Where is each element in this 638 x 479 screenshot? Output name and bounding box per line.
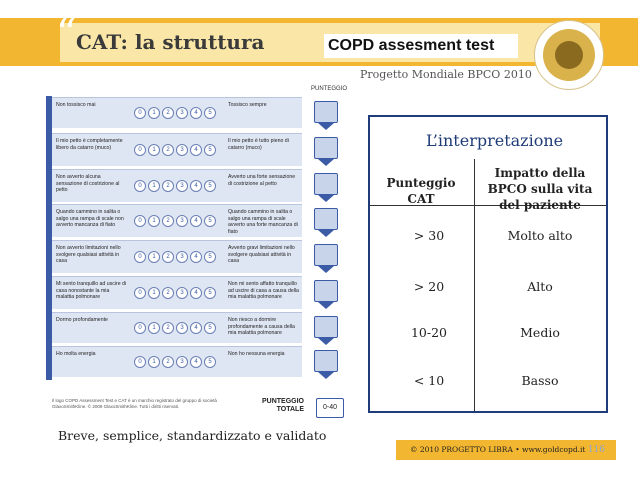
footer-text: © 2010 PROGETTO LIBRA • www.goldcopd.it bbox=[410, 445, 586, 454]
down-arrow-icon bbox=[318, 302, 334, 309]
score-option[interactable]: 4 bbox=[190, 180, 202, 192]
down-arrow-icon bbox=[318, 123, 334, 130]
total-score-box: 0-40 bbox=[316, 398, 344, 418]
question-right-text: Non mi sento affatto tranquillo ad uscire di casa a causa della mia malattia polmonare bbox=[228, 281, 299, 300]
question-right-text: Quando cammino in salita o salgo una rampa di scale avverto una forte mancanza di fiato bbox=[228, 209, 298, 235]
impact-cell: Medio bbox=[520, 325, 560, 340]
score-scale bbox=[134, 180, 216, 192]
score-option[interactable]: 2 bbox=[162, 180, 174, 192]
score-option[interactable]: 2 bbox=[162, 144, 174, 156]
score-option[interactable]: 5 bbox=[204, 215, 216, 227]
question-row bbox=[52, 97, 302, 128]
slide-subtitle: COPD assesment test bbox=[324, 34, 518, 58]
score-option[interactable]: 1 bbox=[148, 215, 160, 227]
question-left-text: Dormo profondamente bbox=[56, 317, 108, 323]
score-option[interactable]: 0 bbox=[134, 322, 146, 334]
score-scale bbox=[134, 144, 216, 156]
score-option[interactable]: 3 bbox=[176, 287, 188, 299]
score-option[interactable]: 5 bbox=[204, 322, 216, 334]
question-left-text: Ho molta energia bbox=[56, 351, 96, 357]
score-input-box[interactable] bbox=[314, 208, 338, 230]
slide-title: CAT: la struttura bbox=[76, 30, 265, 54]
question-row bbox=[52, 204, 302, 237]
quote-mark-icon: “ bbox=[56, 11, 77, 57]
page-number: 116 bbox=[587, 445, 606, 455]
impact-cell: Molto alto bbox=[507, 228, 573, 243]
down-arrow-icon bbox=[318, 230, 334, 237]
score-option[interactable]: 0 bbox=[134, 287, 146, 299]
question-left-text: Quando cammino in salita o salgo una rampa di scale non avverto mancanza di fiato bbox=[56, 209, 124, 228]
score-option[interactable]: 4 bbox=[190, 107, 202, 119]
score-option[interactable]: 2 bbox=[162, 215, 174, 227]
score-input-box[interactable] bbox=[314, 350, 338, 372]
down-arrow-icon bbox=[318, 338, 334, 345]
score-cell: > 20 bbox=[413, 279, 445, 294]
question-right-text: Non riesco a dormire profondamente a causa della mia malattia polmonare bbox=[228, 317, 295, 336]
score-option[interactable]: 4 bbox=[190, 144, 202, 156]
total-label-line2: TOTALE bbox=[276, 405, 305, 413]
question-row bbox=[52, 133, 302, 166]
interpretation-panel bbox=[368, 115, 608, 413]
question-right-text: Avverto una forte sensazione di costrizione al petto bbox=[228, 174, 296, 187]
score-input-box[interactable] bbox=[314, 137, 338, 159]
total-score-label bbox=[262, 398, 304, 413]
question-left-text: Il mio petto è completamente libero da catarro (muco) bbox=[56, 138, 123, 151]
score-option[interactable]: 1 bbox=[148, 144, 160, 156]
score-option[interactable]: 2 bbox=[162, 322, 174, 334]
score-option[interactable]: 1 bbox=[148, 322, 160, 334]
score-scale bbox=[134, 356, 216, 368]
score-option[interactable]: 3 bbox=[176, 215, 188, 227]
footer-bar bbox=[396, 440, 616, 460]
score-input-box[interactable] bbox=[314, 316, 338, 338]
score-option[interactable]: 2 bbox=[162, 251, 174, 263]
score-option[interactable]: 1 bbox=[148, 356, 160, 368]
question-left-text: Non tossisco mai bbox=[56, 102, 96, 108]
score-option[interactable]: 5 bbox=[204, 180, 216, 192]
question-right-text: Tossisco sempre bbox=[228, 102, 267, 108]
score-option[interactable]: 5 bbox=[204, 107, 216, 119]
score-scale bbox=[134, 215, 216, 227]
gold-logo-icon bbox=[534, 20, 604, 90]
question-row bbox=[52, 276, 302, 309]
score-option[interactable]: 0 bbox=[134, 215, 146, 227]
score-option[interactable]: 3 bbox=[176, 144, 188, 156]
score-scale bbox=[134, 107, 216, 119]
score-option[interactable]: 2 bbox=[162, 356, 174, 368]
score-option[interactable]: 4 bbox=[190, 287, 202, 299]
impact-cell: Alto bbox=[527, 279, 553, 294]
score-option[interactable]: 0 bbox=[134, 356, 146, 368]
down-arrow-icon bbox=[318, 266, 334, 273]
down-arrow-icon bbox=[318, 372, 334, 379]
score-option[interactable]: 4 bbox=[190, 322, 202, 334]
score-header: Punteggio CAT bbox=[386, 176, 456, 207]
score-scale bbox=[134, 251, 216, 263]
score-option[interactable]: 1 bbox=[148, 251, 160, 263]
question-row bbox=[52, 346, 302, 377]
score-option[interactable]: 1 bbox=[148, 180, 160, 192]
table-column-divider bbox=[474, 159, 475, 411]
impact-header: Impatto della BPCO sulla vita del paziente bbox=[487, 166, 593, 213]
score-option[interactable]: 3 bbox=[176, 251, 188, 263]
score-option[interactable]: 0 bbox=[134, 251, 146, 263]
question-row bbox=[52, 312, 302, 343]
down-arrow-icon bbox=[318, 195, 334, 202]
interpretation-title: L’interpretazione bbox=[426, 131, 564, 150]
score-scale bbox=[134, 322, 216, 334]
question-row bbox=[52, 169, 302, 202]
copyright-note: Il logo COPD Assessment Test e CAT è un marchio registrato del gruppo di società GlaxoSmithKline. © 2009 GlaxoSmithKline. Tutti i diritti riservati. bbox=[52, 398, 217, 409]
score-option[interactable]: 0 bbox=[134, 144, 146, 156]
score-option[interactable]: 4 bbox=[190, 215, 202, 227]
project-name: Progetto Mondiale BPCO 2010 bbox=[360, 68, 532, 81]
score-option[interactable]: 4 bbox=[190, 356, 202, 368]
question-left-text: Non avverto limitazioni nello svolgere qualsiasi attività in casa bbox=[56, 245, 121, 264]
score-option[interactable]: 1 bbox=[148, 107, 160, 119]
score-option[interactable]: 0 bbox=[134, 107, 146, 119]
score-option[interactable]: 4 bbox=[190, 251, 202, 263]
score-option[interactable]: 5 bbox=[204, 287, 216, 299]
slide-caption: Breve, semplice, standardizzato e validato bbox=[58, 428, 327, 443]
score-option[interactable]: 1 bbox=[148, 287, 160, 299]
question-left-text: Non avverto alcuna sensazione di costrizione al petto bbox=[56, 174, 120, 193]
score-cell: 10-20 bbox=[410, 325, 448, 340]
score-option[interactable]: 5 bbox=[204, 356, 216, 368]
score-option[interactable]: 2 bbox=[162, 107, 174, 119]
score-option[interactable]: 2 bbox=[162, 287, 174, 299]
score-option[interactable]: 3 bbox=[176, 356, 188, 368]
question-right-text: Il mio petto è tutto pieno di catarro (muco) bbox=[228, 138, 289, 151]
score-cell: < 10 bbox=[413, 373, 445, 388]
impact-cell: Basso bbox=[521, 373, 559, 388]
score-column-header: PUNTEGGIO bbox=[311, 86, 348, 92]
score-input-box[interactable] bbox=[314, 244, 338, 266]
question-row bbox=[52, 240, 302, 273]
score-input-box[interactable] bbox=[314, 280, 338, 302]
question-right-text: Avverto gravi limitazioni nello svolgere qualsiasi attività in casa bbox=[228, 245, 295, 264]
score-input-box[interactable] bbox=[314, 173, 338, 195]
score-scale bbox=[134, 287, 216, 299]
score-option[interactable]: 3 bbox=[176, 107, 188, 119]
score-option[interactable]: 5 bbox=[204, 144, 216, 156]
score-option[interactable]: 0 bbox=[134, 180, 146, 192]
total-label-line1: PUNTEGGIO bbox=[262, 398, 305, 405]
score-option[interactable]: 3 bbox=[176, 180, 188, 192]
down-arrow-icon bbox=[318, 159, 334, 166]
question-right-text: Non ho nessuna energia bbox=[228, 351, 285, 357]
score-option[interactable]: 3 bbox=[176, 322, 188, 334]
question-left-text: Mi sento tranquillo ad uscire di casa nonostante la mia malattia polmonare bbox=[56, 281, 127, 300]
score-option[interactable]: 5 bbox=[204, 251, 216, 263]
score-input-box[interactable] bbox=[314, 101, 338, 123]
score-cell: > 30 bbox=[413, 228, 445, 243]
